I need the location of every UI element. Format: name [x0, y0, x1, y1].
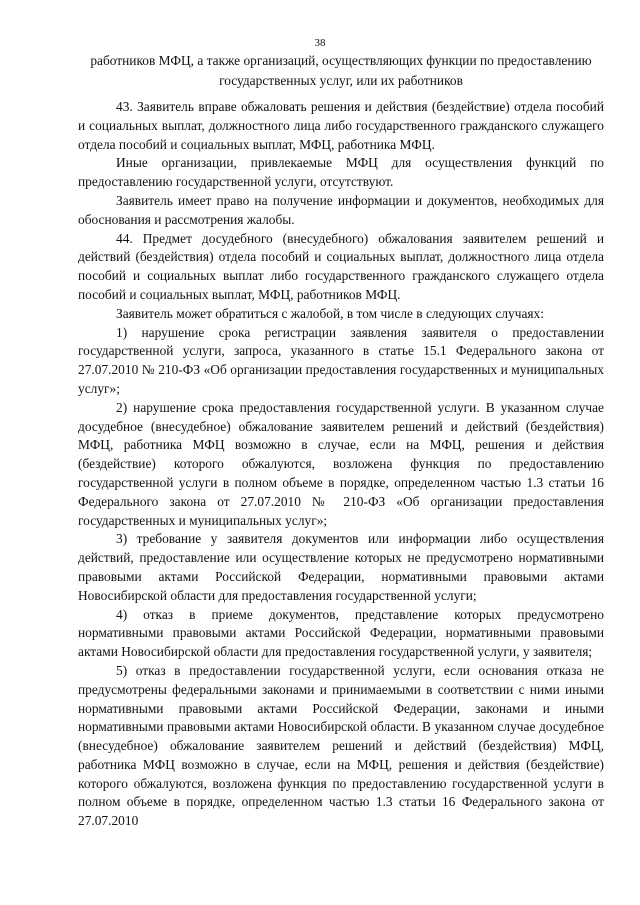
list-item-2: 2) нарушение срока предоставления государственной услуги. В указанном случае досудебное (внесудебное) обжалование заявителем решений и действий (бездействия) МФЦ, работника МФЦ возможно в случае, если на МФЦ, решения и действия (бездействие) которого обжалуются, возложена функция по предоставлению государственной услуги в полном объеме в порядке, определенном частью 1.3 статьи 16 Федерального закона от 27.07.2010 № 210-ФЗ «Об организации предоставления государственных и муниципальных услуг»;: [78, 399, 604, 528]
list-item-1: 1) нарушение срока регистрации заявления заявителя о предоставлении государственной услуги, запроса, указанного в статье 15.1 Федерального закона от 27.07.2010 № 210-ФЗ «Об организации предоставления государственных и муниципальных услуг»;: [78, 324, 604, 396]
document-body: [78, 98, 604, 831]
list-item-3: 3) требование у заявителя документов или информации либо осуществления действий, предоставление или осуществление которых не предусмотрено нормативными правовыми актами Российской Федерации, нормативными правовыми актами Новосибирской области для предоставления государственной услуги;: [78, 531, 604, 603]
paragraph-43-appeal-right: 43. Заявитель вправе обжаловать решения и действия (бездействие) отдела пособий и социальных выплат, должностного лица либо государственного гражданского служащего отдела пособий и социальных выплат, МФЦ, работника МФЦ.: [78, 99, 604, 152]
paragraph-other-organizations: Иные организации, привлекаемые МФЦ для осуществления функций по предоставлению государственной услуги, отсутствуют.: [78, 155, 604, 190]
paragraph-44-appeal-subject: 44. Предмет досудебного (внесудебного) обжалования заявителем решений и действий (бездействия) отдела пособий и социальных выплат, должностного лица отдела пособий и социальных выплат либо государственного гражданского служащего отдела пособий и социальных выплат, МФЦ, работников МФЦ.: [78, 230, 604, 302]
list-item-4: 4) отказ в приеме документов, представление которых предусмотрено нормативными правовыми актами Российской Федерации, нормативными правовыми актами Новосибирской области для предоставления государственной услуги, у заявителя;: [78, 606, 604, 660]
list-item-5: 5) отказ в предоставлении государственной услуги, если основания отказа не предусмотрены федеральными законами и принимаемыми в соответствии с ними иными нормативными правовыми актами Российской Федерации, законами и иными нормативными правовыми актами Новосибирской области. В указанном случае досудебное (внесудебное) обжалование заявителем решений и действий (бездействия) МФЦ, работника МФЦ возможно в случае, если на МФЦ, решения и действия (бездействие) которого обжалуются, возложена функция по предоставлению государственной услуги в полном объеме в порядке, определенном частью 1.3 статьи 16 Федерального закона от 27.07.2010: [78, 662, 604, 829]
paragraph-information-right: Заявитель имеет право на получение информации и документов, необходимых для обоснования и рассмотрения жалобы.: [78, 192, 604, 227]
page-number: 38: [314, 37, 326, 49]
paragraph-complaint-cases-intro: Заявитель может обратиться с жалобой, в том числе в следующих случаях:: [116, 305, 544, 321]
section-heading: работников МФЦ, а также организаций, осуществляющих функции по предоставлению государственных услуг, или их работников: [90, 53, 592, 88]
